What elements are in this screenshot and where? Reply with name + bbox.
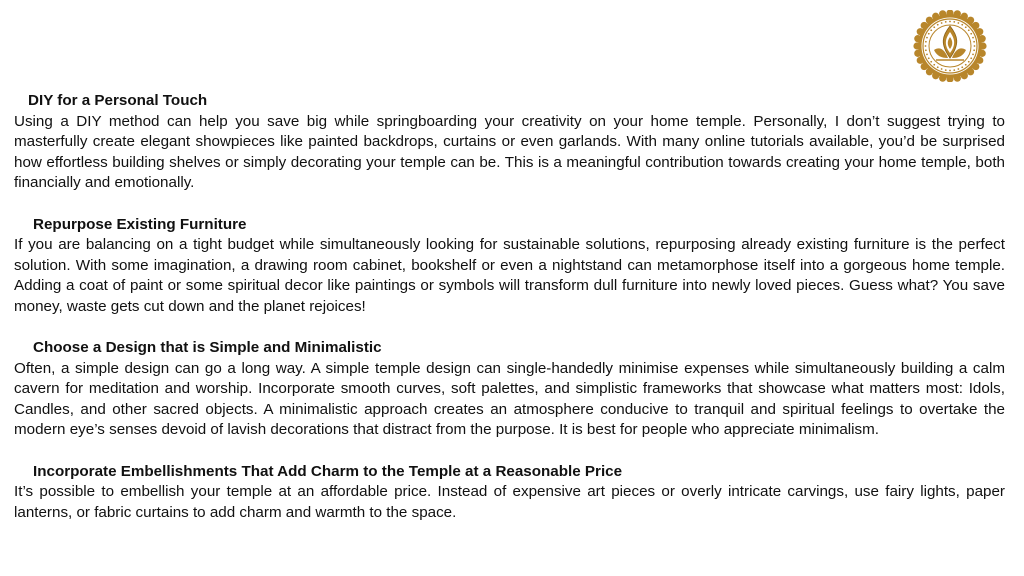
section-heading: Incorporate Embellishments That Add Charm to the Temple at a Reasonable Price — [33, 462, 623, 480]
section-paragraph: Using a DIY method can help you save big while springboarding your creativity on your home temple. Personally, I don’t suggest trying to masterfully create elegant showpieces like painted backdrops, curtains or even garlands. With many online tutorials available, you’d be surprised how effortless building shelves or simply decorating your temple can be. This is a meaningful contribution towards creating your home temple, both financially and emotionally. — [14, 112, 1005, 191]
section-diy — [14, 91, 1005, 194]
gold-mandala-logo-icon — [912, 10, 988, 82]
document-body — [14, 91, 1005, 544]
section-paragraph: If you are balancing on a tight budget while simultaneously looking for sustainable solutions, repurposing already existing furniture is the perfect solution. With some imagination, a drawing room cabinet, bookshelf or even a nightstand can metamorphose itself into a gorgeous home temple. Adding a coat of paint or some spiritual decor like paintings or symbols will transform dull furniture into newly loved pieces. Guess what? You save money, waste gets cut down and the planet rejoices! — [14, 236, 1005, 315]
section-paragraph: It’s possible to embellish your temple at an affordable price. Instead of expensive art pieces or overly intricate carvings, use fairy lights, paper lanterns, or fabric curtains to add charm and warmth to the space. — [14, 483, 1005, 521]
section-heading: DIY for a Personal Touch — [28, 92, 208, 109]
brand-logo — [912, 10, 988, 82]
section-heading: Choose a Design that is Simple and Minimalistic — [33, 339, 382, 356]
section-heading: Repurpose Existing Furniture — [33, 215, 247, 233]
section-embellishments — [14, 462, 1005, 524]
section-repurpose — [14, 215, 1005, 318]
section-paragraph: Often, a simple design can go a long way. A simple temple design can single-handedly minimise expenses while simultaneously building a calm cavern for meditation and worship. Incorporate smooth curves, soft palettes, and simplistic frameworks that showcase what matters most: Idols, Candles, and other sacred objects. A minimalistic approach creates an atmosphere conducive to tranquil and spiritual feelings to overtake the modern eye’s senses devoid of lavish decorations that distract from the purpose. It is best for people who appreciate minimalism. — [14, 359, 1005, 438]
section-minimal-design — [14, 338, 1005, 441]
